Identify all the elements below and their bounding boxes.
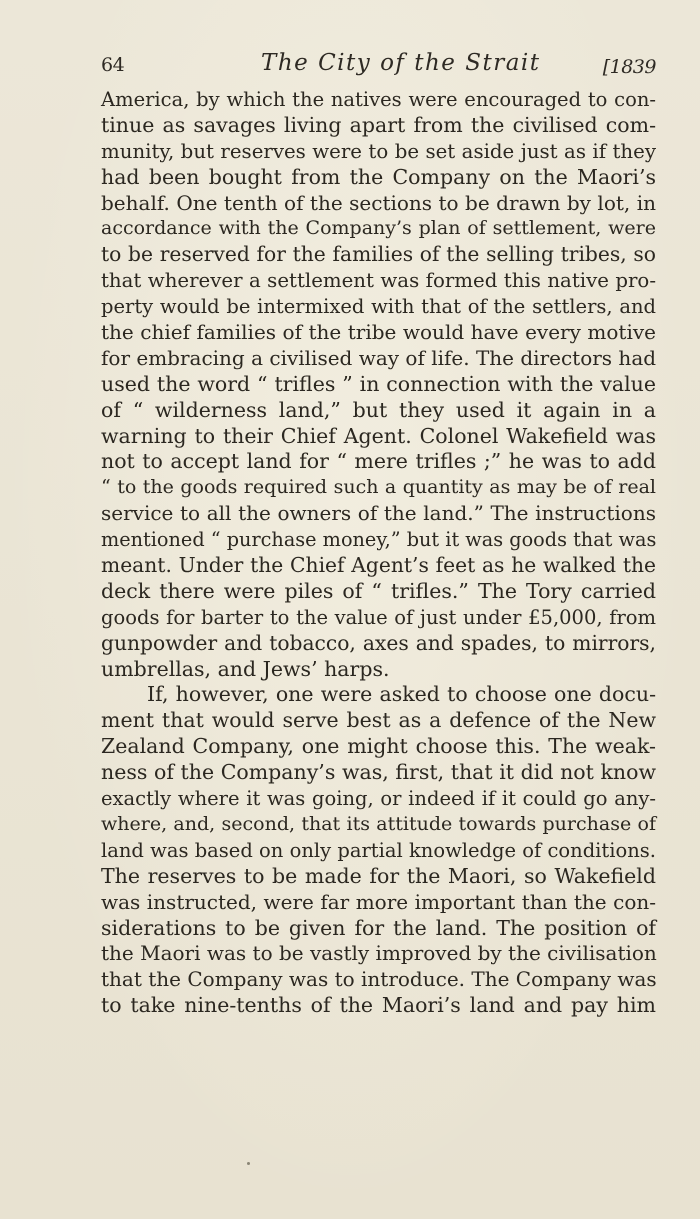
- text-line: the chief families of the tribe would have every motive: [101, 320, 656, 345]
- text-line: for embracing a civilised way of life. The directors had: [101, 345, 657, 370]
- text-line: tinue as savages living apart from the civilised com-: [101, 112, 656, 137]
- text-line: munity, but reserves were to be set aside just as if they: [101, 139, 656, 163]
- text-line: goods for barter to the value of just under £5,000, from: [101, 605, 656, 629]
- text-line: umbrellas, and Jews’ harps.: [101, 656, 390, 681]
- text-line: had been bought from the Company on the Maori’s: [101, 164, 656, 189]
- text-line: not to accept land for “ mere trifles ;” he was to add: [101, 449, 656, 474]
- text-line: was instructed, were far more important than the con-: [101, 889, 656, 914]
- text-line: “ to the goods required such a quantity as may be of real: [101, 476, 656, 499]
- text-line: deck there were piles of “ trifles.” The Tory carried: [101, 578, 656, 603]
- text-line: to take nine-tenths of the Maori’s land and pay him: [101, 993, 656, 1018]
- page-number: 64: [101, 54, 125, 76]
- text-line: accordance with the Company’s plan of settlement, were: [101, 217, 656, 240]
- text-line: that wherever a settlement was formed this native pro-: [101, 269, 656, 293]
- text-line: siderations to be given for the land. The position of: [101, 915, 656, 940]
- text-line: exactly where it was going, or indeed if it could go any-: [101, 787, 656, 811]
- text-line: meant. Under the Chief Agent’s feet as he walked the: [101, 553, 656, 578]
- paper-speck: [247, 1162, 250, 1165]
- text-line: ness of the Company’s was, first, that it did not know: [101, 760, 656, 785]
- text-line: behalf. One tenth of the sections to be drawn by lot, in: [101, 190, 656, 215]
- body-text: [101, 87, 656, 1019]
- text-line: the Maori was to be vastly improved by the civilisation: [101, 941, 657, 966]
- text-line: The reserves to be made for the Maori, so Wakefield: [101, 863, 656, 888]
- text-line: where, and, second, that its attitude towards purchase of: [101, 812, 656, 835]
- text-line: warning to their Chief Agent. Colonel Wakefield was: [101, 423, 656, 448]
- header-year: [1839: [602, 56, 656, 78]
- text-line: If, however, one were asked to choose one docu-: [147, 682, 656, 707]
- text-line: gunpowder and tobacco, axes and spades, to mirrors,: [101, 630, 656, 655]
- text-line: ment that would serve best as a defence of the New: [101, 708, 656, 733]
- text-line: America, by which the natives were encouraged to con-: [101, 88, 656, 111]
- paragraph-2: [101, 682, 656, 1019]
- text-line: land was based on only partial knowledge of conditions.: [101, 838, 656, 862]
- text-line: service to all the owners of the land.” The instructions: [101, 501, 656, 526]
- text-line: to be reserved for the families of the selling tribes, so: [101, 242, 656, 267]
- paragraph-1: [101, 87, 656, 682]
- running-title: The City of the Strait: [261, 50, 541, 76]
- text-line: mentioned “ purchase money,” but it was goods that was: [101, 528, 657, 552]
- text-line: perty would be intermixed with that of the settlers, and: [101, 295, 656, 319]
- text-line: used the word “ trifles ” in connection with the value: [101, 371, 656, 396]
- text-line: that the Company was to introduce. The Company was: [101, 967, 657, 992]
- text-line: Zealand Company, one might choose this. The weak-: [101, 734, 656, 759]
- running-header: [101, 50, 656, 84]
- text-line: of “ wilderness land,” but they used it again in a: [101, 397, 656, 422]
